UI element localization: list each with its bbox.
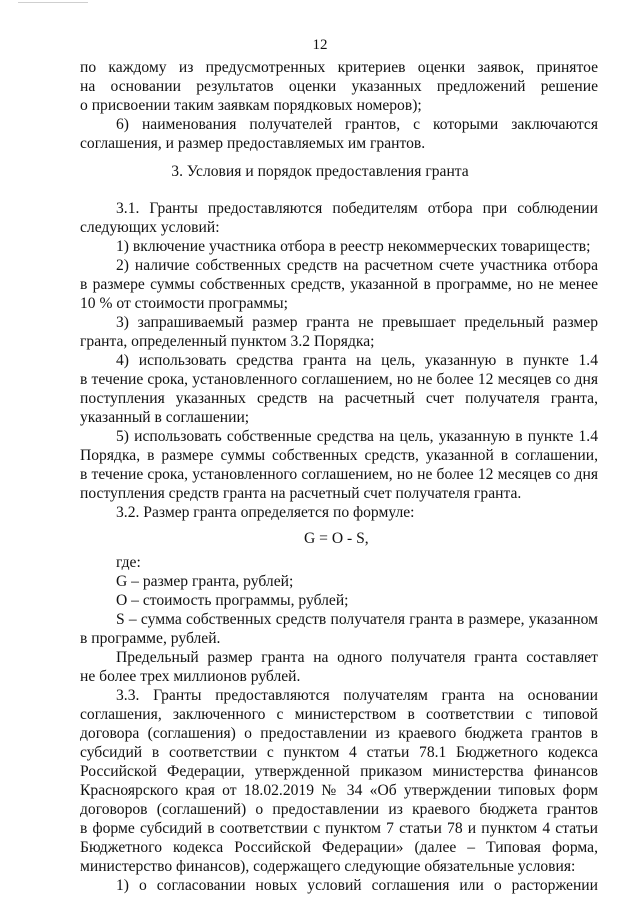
text-line: Порядка, в размере суммы собственных средств, указанной в соглашении,	[80, 447, 598, 464]
text-line: Бюджетного кодекса Российской Федерации» (далее – Типовая форма,	[80, 839, 598, 856]
text-line: 10 % от стоимости программы;	[80, 295, 288, 312]
text-line: не более трех миллионов рублей.	[80, 668, 301, 685]
text-line: Красноярского края от 18.02.2019 № 34 «Об утверждении типовых форм	[80, 782, 598, 799]
text-line: договоров (соглашений) о предоставлении из краевого бюджета грантов	[80, 801, 598, 818]
formula: G = O - S,	[304, 530, 369, 547]
text-line: Предельный размер гранта на одного получателя гранта составляет	[116, 649, 598, 666]
text-line: O – стоимость программы, рублей;	[116, 592, 349, 609]
text-line: 3.1. Гранты предоставляются победителям отбора при соблюдении	[116, 200, 598, 217]
text-line: 1) о согласовании новых условий соглашения или о расторжении	[116, 877, 598, 894]
text-line: 3) запрашиваемый размер гранта не превышает предельный размер	[116, 314, 598, 331]
text-line: на основании результатов оценки указанных предложений решение	[80, 78, 598, 95]
text-line: следующих условий:	[80, 219, 220, 236]
text-line: поступления средств гранта на расчетный счет получателя гранта.	[80, 485, 522, 502]
text-line: 2) наличие собственных средств на расчетном счете участника отбора	[116, 257, 598, 274]
text-line: поступления указанных средств на расчетный счет получателя гранта,	[80, 390, 598, 407]
text-line: 5) использовать собственные средства на цель, указанную в пункте 1.4	[116, 428, 598, 445]
text-line: министерство финансов), содержащего следующие обязательные условия:	[80, 858, 576, 875]
text-line: субсидий в соответствии с пунктом 4 статьи 78.1 Бюджетного кодекса	[80, 744, 598, 761]
text-line: S – сумма собственных средств получателя гранта в размере, указанном	[116, 611, 598, 628]
text-line: в течение срока, установленного соглашением, но не более 12 месяцев со дня	[80, 466, 598, 483]
text-line: где:	[116, 554, 141, 571]
text-line: договора (соглашения) о предоставлении из краевого бюджета грантов в	[80, 725, 598, 742]
text-line: 1) включение участника отбора в реестр некоммерческих товариществ;	[116, 238, 591, 255]
text-line: G – размер гранта, рублей;	[116, 573, 294, 590]
text-line: о присвоении таким заявкам порядковых номеров);	[80, 97, 422, 114]
text-line: соглашения, заключенного с министерством в соответствии с типовой	[80, 706, 598, 723]
text-line: в форме субсидий в соответствии с пунктом 7 статьи 78 и пунктом 4 статьи	[80, 820, 598, 837]
text-line: 3.2. Размер гранта определяется по формуле:	[116, 504, 415, 521]
text-line: соглашения, и размер предоставляемых им грантов.	[80, 135, 426, 152]
text-line: указанный в соглашении;	[80, 409, 250, 426]
text-line: в течение срока, установленного соглашением, но не более 12 месяцев со дня	[80, 371, 598, 388]
text-line: 4) использовать средства гранта на цель, указанную в пункте 1.4	[116, 352, 598, 369]
scan-edge-line	[18, 2, 88, 3]
section-heading: 3. Условия и порядок предоставления гранта	[171, 163, 469, 180]
text-line: в программе, рублей.	[80, 630, 221, 647]
text-line: Российской Федерации, утвержденной приказом министерства финансов	[80, 763, 598, 780]
text-line: гранта, определенный пунктом 3.2 Порядка;	[80, 333, 375, 350]
text-line: по каждому из предусмотренных критериев оценки заявок, принятое	[80, 59, 598, 76]
text-line: в размере суммы собственных средств, указанной в программе, но не менее	[80, 276, 598, 293]
text-line: 6) наименования получателей грантов, с которыми заключаются	[116, 116, 598, 133]
page-number: 12	[312, 37, 328, 53]
text-line: 3.3. Гранты предоставляются получателям гранта на основании	[116, 687, 598, 704]
